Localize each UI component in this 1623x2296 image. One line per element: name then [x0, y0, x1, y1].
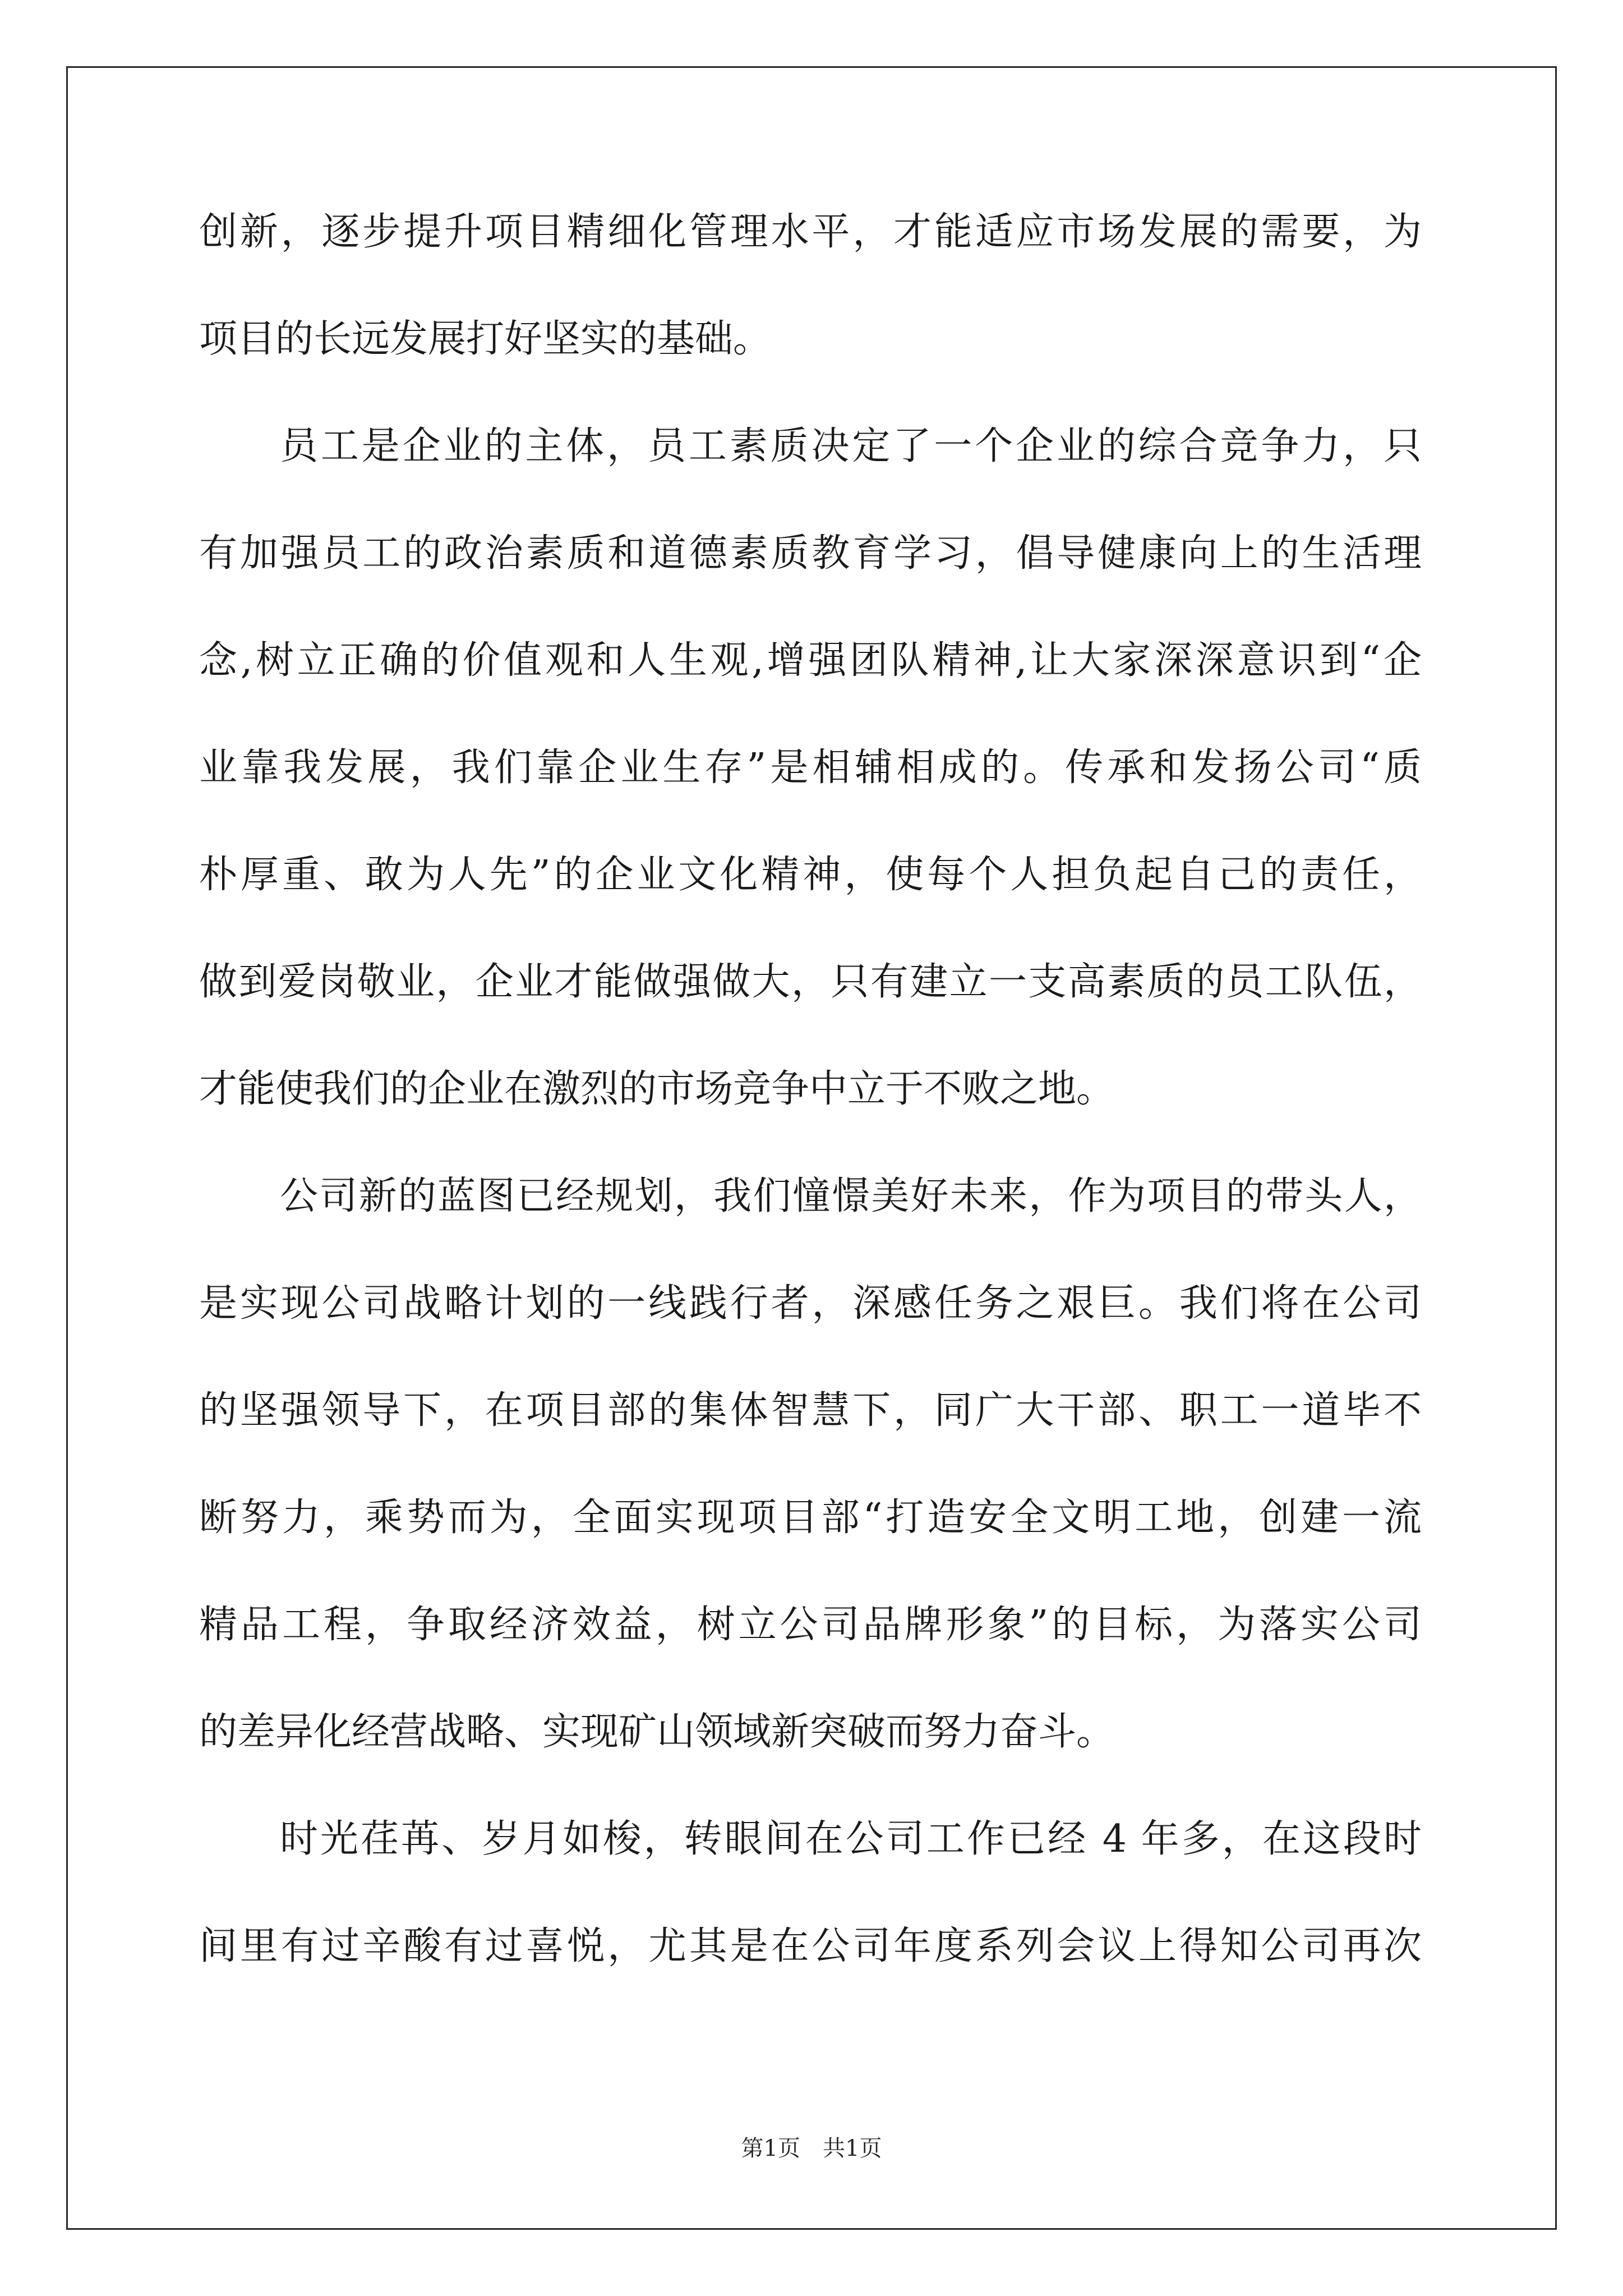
page-footer: 第1页 共1页 [741, 2136, 882, 2161]
document-body [199, 210, 1422, 2035]
text-line: 有加强员工的政治素质和道德素质教育学习，倡导健康向上的生活理 [199, 531, 1422, 576]
text-line: 才能使我们的企业在激烈的市场竞争中立于不败之地。 [199, 1067, 1115, 1111]
text-line: 公司新的蓝图已经规划，我们憧憬美好未来，作为项目的带头人， [280, 1174, 1422, 1218]
text-line: 念,树立正确的价值观和人生观,增强团队精神,让大家深深意识到“企 [199, 638, 1422, 683]
text-line: 精品工程，争取经济效益，树立公司品牌形象”的目标，为落实公司 [199, 1603, 1422, 1647]
text-line: 项目的长远发展打好坚实的基础。 [199, 317, 772, 361]
text-line: 业靠我发展，我们靠企业生存”是相辅相成的。传承和发扬公司“质 [199, 746, 1422, 790]
text-line: 员工是企业的主体，员工素质决定了一个企业的综合竞争力，只 [280, 424, 1422, 468]
text-line: 间里有过辛酸有过喜悦，尤其是在公司年度系列会议上得知公司再次 [199, 1924, 1422, 1968]
text-line: 时光荏苒、岁月如梭，转眼间在公司工作已经 4 年多，在这段时 [280, 1817, 1422, 1861]
text-line: 的坚强领导下，在项目部的集体智慧下，同广大干部、职工一道毕不 [199, 1388, 1422, 1433]
text-line: 是实现公司战略计划的一线践行者，深感任务之艰巨。我们将在公司 [199, 1281, 1422, 1326]
text-line: 的差异化经营战略、实现矿山领域新突破而努力奋斗。 [199, 1710, 1115, 1754]
text-line: 朴厚重、敢为人先”的企业文化精神，使每个人担负起自己的责任， [199, 853, 1422, 897]
text-line: 断努力，乘势而为，全面实现项目部“打造安全文明工地，创建一流 [199, 1496, 1422, 1540]
text-line: 创新，逐步提升项目精细化管理水平，才能适应市场发展的需要，为 [199, 210, 1422, 254]
text-line: 做到爱岗敬业，企业才能做强做大，只有建立一支高素质的员工队伍， [199, 960, 1422, 1004]
